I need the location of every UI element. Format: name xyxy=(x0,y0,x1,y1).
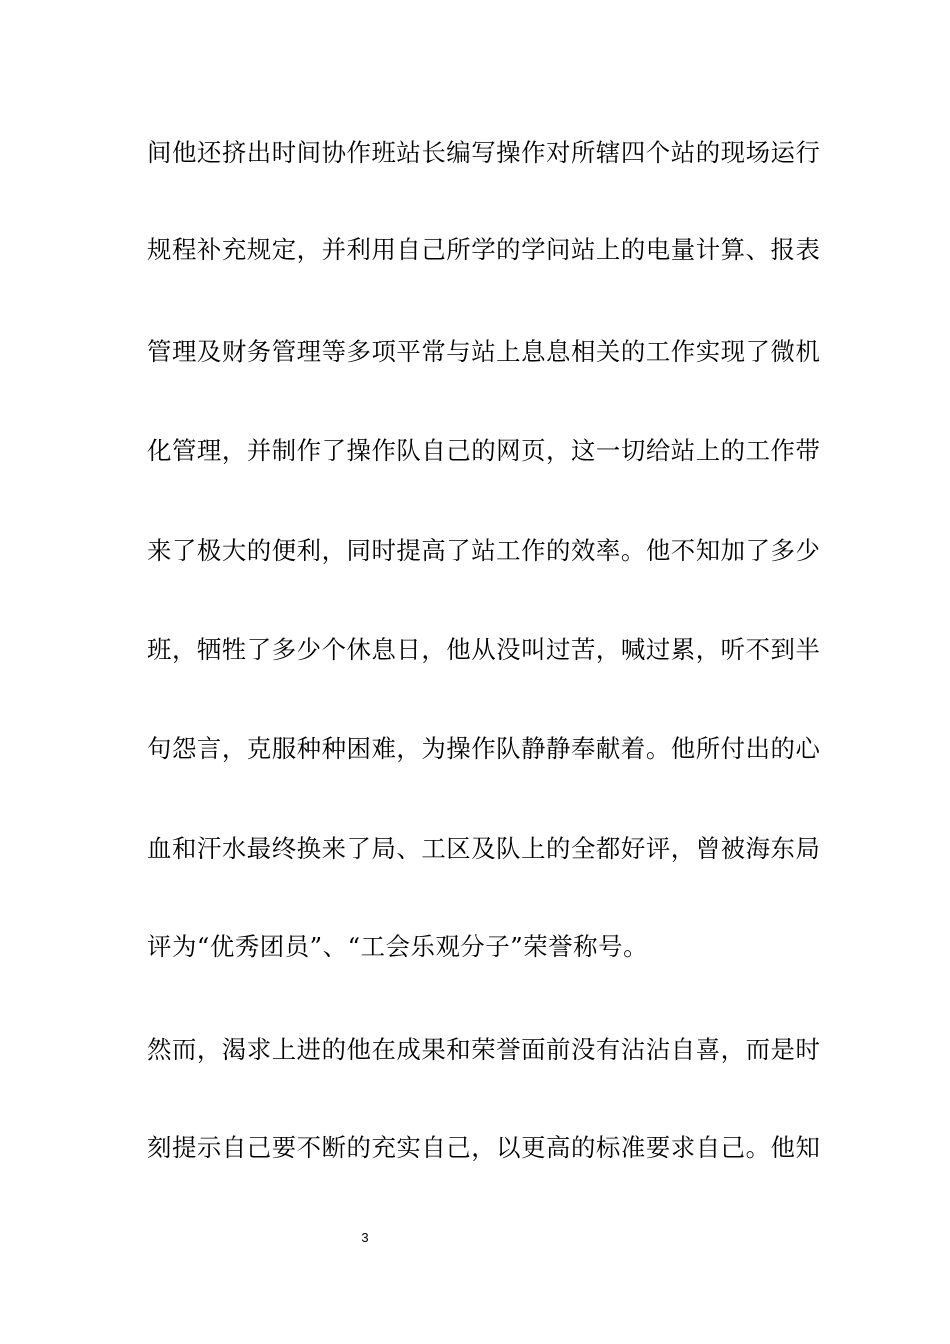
text-line: 然而，渴求上进的他在成果和荣誉面前没有沾沾自喜，而是时 xyxy=(147,1035,821,1064)
text-line: 班，牺牲了多少个休息日，他从没叫过苦，喊过累，听不到半 xyxy=(147,635,821,664)
page-number: 3 xyxy=(361,1230,369,1245)
text-line: 间他还挤出时间协作班站长编写操作对所辖四个站的现场运行 xyxy=(147,138,821,167)
text-line: 来了极大的便利，同时提高了站工作的效率。他不知加了多少 xyxy=(147,536,821,565)
text-line: 规程补充规定，并利用自己所学的学问站上的电量计算、报表 xyxy=(147,235,821,264)
text-line: 评为“优秀团员”、“工会乐观分子”荣誉称号。 xyxy=(147,932,649,961)
text-line: 句怨言，克服种种困难，为操作队静静奉献着。他所付出的心 xyxy=(147,734,821,763)
text-line: 血和汗水最终换来了局、工区及队上的全都好评，曾被海东局 xyxy=(147,834,821,863)
text-line: 管理及财务管理等多项平常与站上息息相关的工作实现了微机 xyxy=(147,337,821,366)
text-line: 化管理，并制作了操作队自己的网页，这一切给站上的工作带 xyxy=(147,436,821,465)
text-line: 刻提示自己要不断的充实自己，以更高的标准要求自己。他知 xyxy=(147,1133,821,1162)
